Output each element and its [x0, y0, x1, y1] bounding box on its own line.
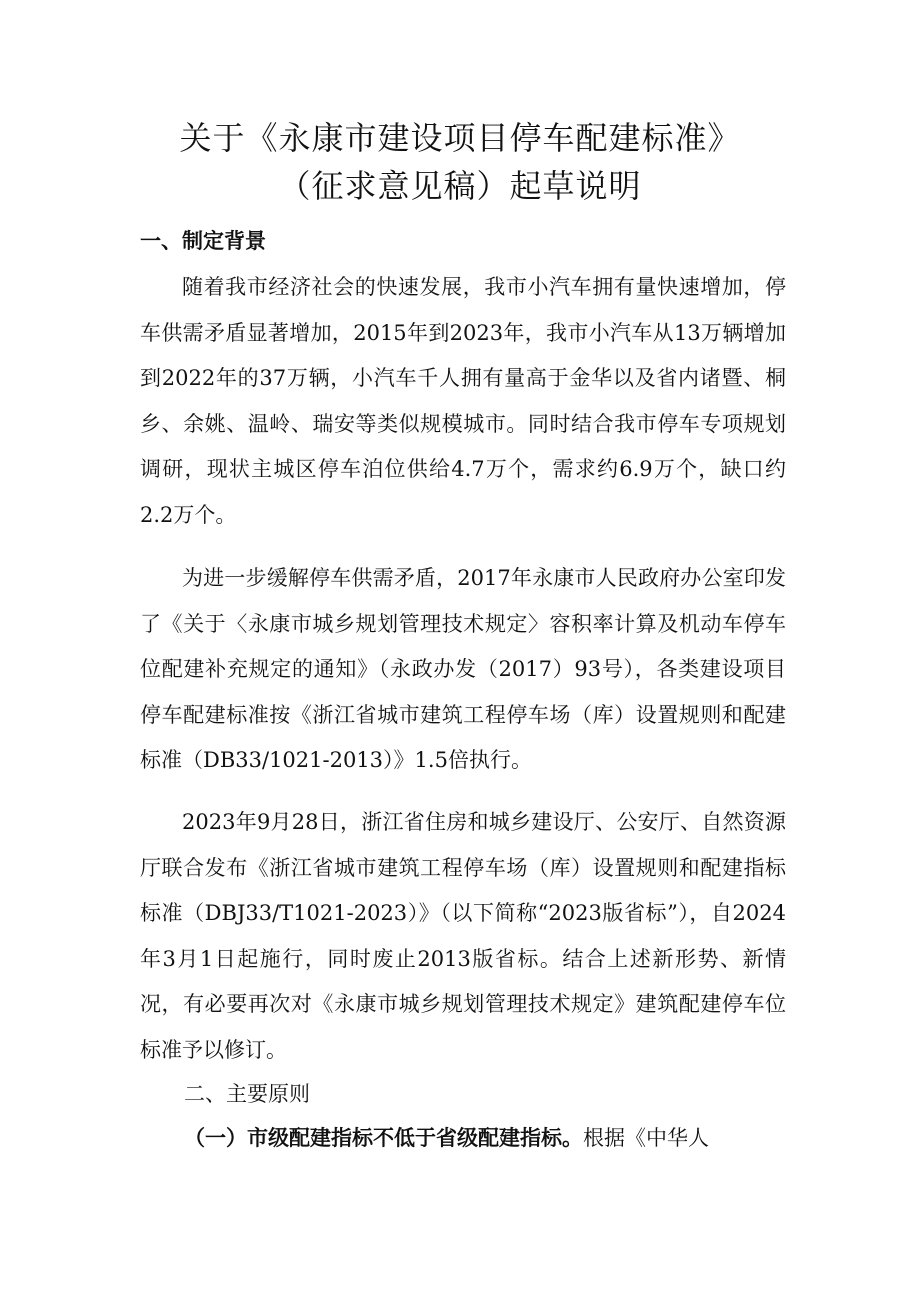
- document-title-line1: 关于《永康市建设项目停车配建标准》: [179, 119, 741, 157]
- principle-1: [184, 1123, 709, 1153]
- document-title-line2: （征求意见稿）起草说明: [278, 167, 642, 205]
- paragraph-background-1: 随着我市经济社会的快速发展，我市小汽车拥有量快速增加，停车供需矛盾显著增加，2015年到2023年，我市小汽车从13万辆增加到2022年的37万辆，小汽车千人拥有量高于金华以及省内诸暨、桐乡、余姚、温岭、瑞安等类似规模城市。同时结合我市停车专项规划调研，现状主城区停车泊位供给4.7万个，需求约6.9万个，缺口约2.2万个。: [140, 275, 786, 527]
- section2-heading: 二、主要原则: [184, 1082, 310, 1106]
- principle-1-heading: （一）市级配建指标不低于省级配建指标。: [184, 1126, 583, 1150]
- section1-heading: 一、制定背景: [140, 229, 266, 253]
- paragraph-background-2: 为进一步缓解停车供需矛盾，2017年永康市人民政府办公室印发了《关于〈永康市城乡规划管理技术规定〉容积率计算及机动车停车位配建补充规定的通知》（永政办发（2017）93号），各类建设项目停车配建标准按《浙江省城市建筑工程停车场（库）设置规则和配建标准（DB33/1021-2013）》1.5倍执行。: [140, 566, 786, 772]
- principle-1-text: 根据《中华人: [583, 1126, 709, 1150]
- paragraph-background-3: 2023年9月28日，浙江省住房和城乡建设厅、公安厅、自然资源厅联合发布《浙江省城市建筑工程停车场（库）设置规则和配建指标标准（DBJ33/T1021-2023）》（以下简称“2023版省标”），自2024年3月1日起施行，同时废止2013版省标。结合上述新形势、新情况，有必要再次对《永康市城乡规划管理技术规定》建筑配建停车位标准予以修订。: [140, 810, 786, 1062]
